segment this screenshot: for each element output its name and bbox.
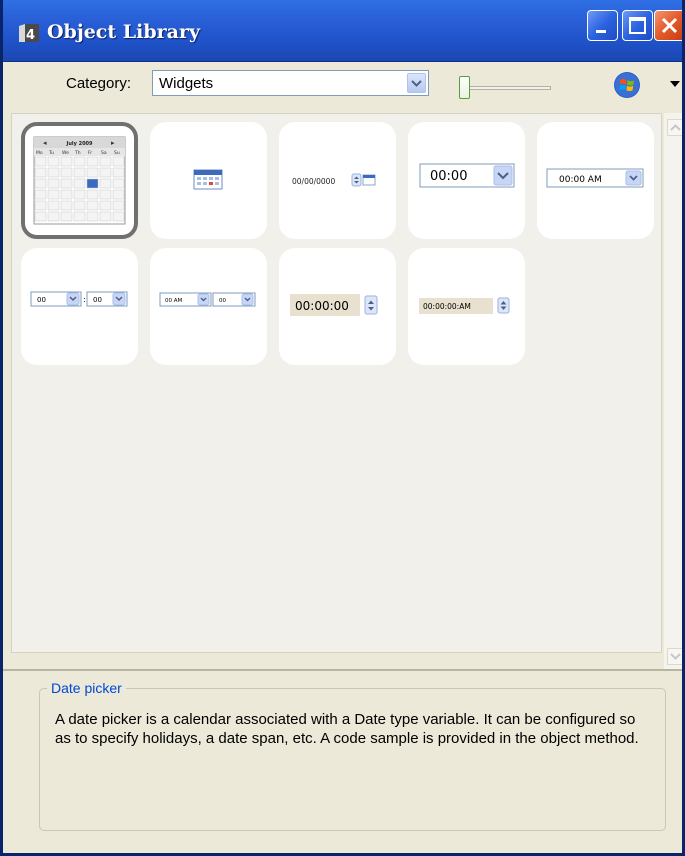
calendar-day-cell [87,157,98,166]
calendar-day-cell [35,157,46,166]
scroll-up-button[interactable] [667,119,684,136]
calendar-day-cell [87,168,98,177]
tile-time-ampm-stepper[interactable] [408,248,525,365]
calendar-day-cell [61,212,72,221]
calendar-day-cell [87,190,98,199]
panel-divider[interactable] [3,669,685,671]
minute-text: 00 [93,296,102,304]
time-ampm-text: 00:00 AM [559,175,602,185]
calendar-day-cell [113,201,124,210]
time-ampm-dropdown-preview [537,122,654,239]
time-stepper-preview [279,248,396,365]
maximize-button[interactable] [622,10,653,41]
calendar-day-cell [35,168,46,177]
calendar-day-cell [113,157,124,166]
calendar-day-cell [61,168,72,177]
calendar-icon [150,122,267,239]
calendar-day-cell [48,212,59,221]
toolbar [3,62,685,108]
calendar-day-header: We [62,151,69,156]
tile-time-stepper[interactable] [279,248,396,365]
calendar-day-cell [61,179,72,188]
time-ampm-stepper-preview [408,248,525,365]
ampm-hour-text: 00 AM [165,298,183,304]
minimize-icon [588,11,617,40]
time-ampm-stepper-text: 00:00:00:AM [423,302,471,311]
minimize-button[interactable] [587,10,618,41]
calendar-day-cell [74,179,85,188]
calendar-day-header: Th [75,151,81,156]
calendar-day-cell [61,190,72,199]
time-dropdown-preview [408,122,525,239]
calendar-day-header: Fr [88,151,93,156]
calendar-day-cell [87,179,98,188]
calendar-day-cell [35,190,46,199]
calendar-day-cell [74,168,85,177]
tile-time-dropdown[interactable] [408,122,525,239]
tile-date-entry[interactable] [279,122,396,239]
calendar-day-header: Sa [101,151,107,156]
calendar-day-cell [74,201,85,210]
object-grid [11,113,662,653]
calendar-day-cell [48,179,59,188]
calendar-day-cell [100,179,111,188]
date-entry-preview [279,122,396,239]
svg-text:▸: ▸ [111,139,115,147]
tile-time-ampm-dropdown[interactable] [537,122,654,239]
calendar-day-cell [61,157,72,166]
calendar-day-cell [48,190,59,199]
title-bar[interactable] [3,0,685,62]
calendar-day-cell [113,168,124,177]
maximize-icon [623,11,652,40]
calendar-day-cell [100,168,111,177]
tile-calendar-button[interactable] [150,122,267,239]
windows-logo-icon[interactable] [613,71,641,99]
zoom-slider-thumb[interactable] [459,76,470,99]
calendar-day-cell [113,179,124,188]
hour-minute-separator: : [83,295,86,304]
hour-minute-preview [21,248,138,365]
menu-dropdown-icon[interactable] [670,81,680,87]
ampm-minute-preview [150,248,267,365]
calendar-day-cell [35,179,46,188]
zoom-slider-track[interactable] [463,86,551,90]
ampm-minute-text: 00 [219,298,226,304]
calendar-day-cell [113,190,124,199]
chevron-up-icon [668,120,683,135]
calendar-day-cell [100,201,111,210]
calendar-day-header: Mo [36,151,43,156]
tile-ampm-minute-dropdowns[interactable] [150,248,267,365]
tile-date-picker-calendar[interactable] [21,122,138,239]
calendar-day-header: Tu [49,151,54,156]
calendar-day-cell [74,190,85,199]
description-title: Date picker [47,680,126,696]
calendar-day-cell [61,201,72,210]
calendar-day-cell [74,157,85,166]
calendar-day-cell [35,212,46,221]
time-dropdown-text: 00:00 [430,169,468,184]
scroll-down-button[interactable] [667,648,684,665]
close-button[interactable] [654,10,685,41]
calendar-day-cell [100,157,111,166]
date-entry-text: 00/00/0000 [292,177,336,186]
calendar-month-label: July 2009 [66,141,93,147]
calendar-day-cell [100,190,111,199]
chevron-down-icon [668,649,683,664]
calendar-day-cell [48,168,59,177]
calendar-day-cell [87,212,98,221]
close-icon [655,11,684,40]
calendar-day-cell [74,212,85,221]
svg-text:◂: ◂ [43,139,47,147]
vertical-scrollbar[interactable] [664,113,685,669]
tile-hour-minute-dropdowns[interactable] [21,248,138,365]
calendar-day-cell [35,201,46,210]
calendar-preview [25,126,134,235]
calendar-day-cell [100,212,111,221]
svg-text:4: 4 [26,28,36,43]
category-label: Category: [66,75,132,92]
app-4d-icon [17,22,41,44]
time-stepper-text: 00:00:00 [295,299,349,313]
calendar-day-cell [48,157,59,166]
calendar-day-cell [48,201,59,210]
category-select[interactable] [152,70,429,96]
hour-text: 00 [37,296,46,304]
calendar-day-header: Su [114,151,120,156]
window-title: Object Library [47,21,200,43]
calendar-day-cell [87,201,98,210]
chevron-down-icon[interactable] [407,73,426,93]
category-value: Widgets [159,75,214,92]
description-text: A date picker is a calendar associated with a Date type variable. It can be configured so as to specify holidays, a date span, etc. A code sample is provided in the object method. [55,711,639,747]
calendar-day-cell [113,212,124,221]
